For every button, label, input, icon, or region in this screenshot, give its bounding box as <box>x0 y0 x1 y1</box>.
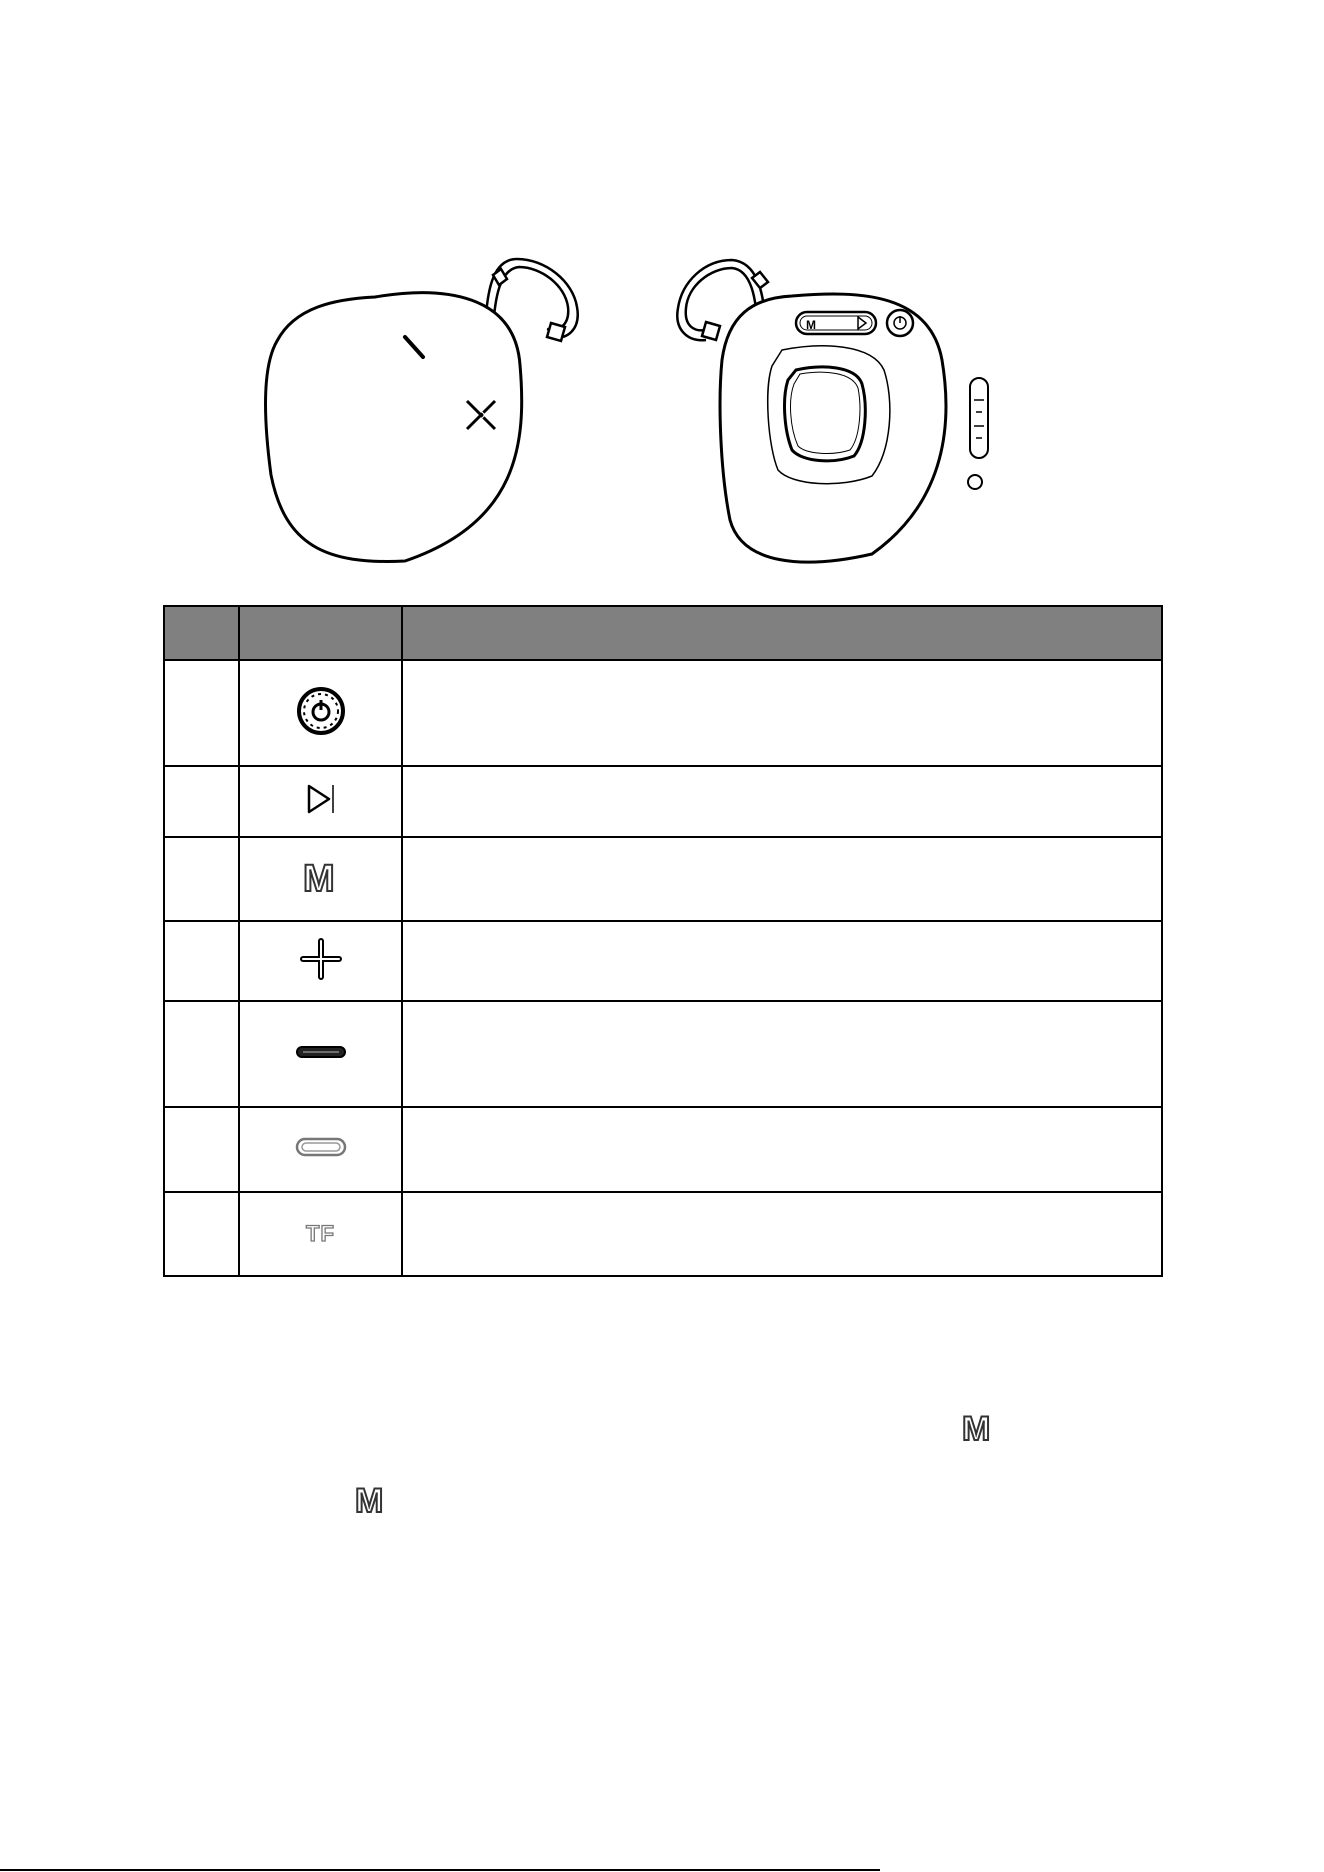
row-description <box>402 1001 1162 1107</box>
row-number <box>164 1001 239 1107</box>
table-row <box>164 1107 1162 1192</box>
table-row <box>164 766 1162 837</box>
table-row <box>164 1192 1162 1276</box>
footer-rule <box>0 1869 880 1871</box>
speaker-front-view <box>255 245 585 565</box>
usb-c-port-icon <box>295 1137 347 1157</box>
row-number <box>164 660 239 766</box>
table-row <box>164 660 1162 766</box>
row-description <box>402 660 1162 766</box>
table-header-row <box>164 606 1162 660</box>
back-power-button <box>887 310 913 336</box>
back-mode-play-button <box>796 312 876 334</box>
back-side-port-cover <box>968 378 988 489</box>
row-number <box>164 1107 239 1192</box>
plus-icon <box>299 937 343 981</box>
svg-text:M: M <box>806 318 816 332</box>
play-icon <box>305 782 337 816</box>
mode-m-icon <box>300 858 342 896</box>
row-description <box>402 837 1162 921</box>
row-description <box>402 1107 1162 1192</box>
row-number <box>164 837 239 921</box>
power-icon <box>296 686 346 736</box>
inline-mode-m-icon: M <box>962 1410 991 1448</box>
table-row <box>164 1001 1162 1107</box>
row-number <box>164 921 239 1001</box>
table-row <box>164 921 1162 1001</box>
row-description <box>402 921 1162 1001</box>
header-button <box>239 606 402 660</box>
header-description <box>402 606 1162 660</box>
button-function-table <box>163 605 1163 1277</box>
speaker-back-view <box>672 250 1012 570</box>
svg-text:M: M <box>302 857 335 896</box>
tf-card-icon: TF <box>306 1221 335 1246</box>
table-row <box>164 837 1162 921</box>
inline-mode-m-icon: M <box>355 1482 384 1520</box>
row-number <box>164 1192 239 1276</box>
row-description <box>402 766 1162 837</box>
minus-icon <box>295 1043 347 1061</box>
header-number <box>164 606 239 660</box>
row-number <box>164 766 239 837</box>
row-description <box>402 1192 1162 1276</box>
